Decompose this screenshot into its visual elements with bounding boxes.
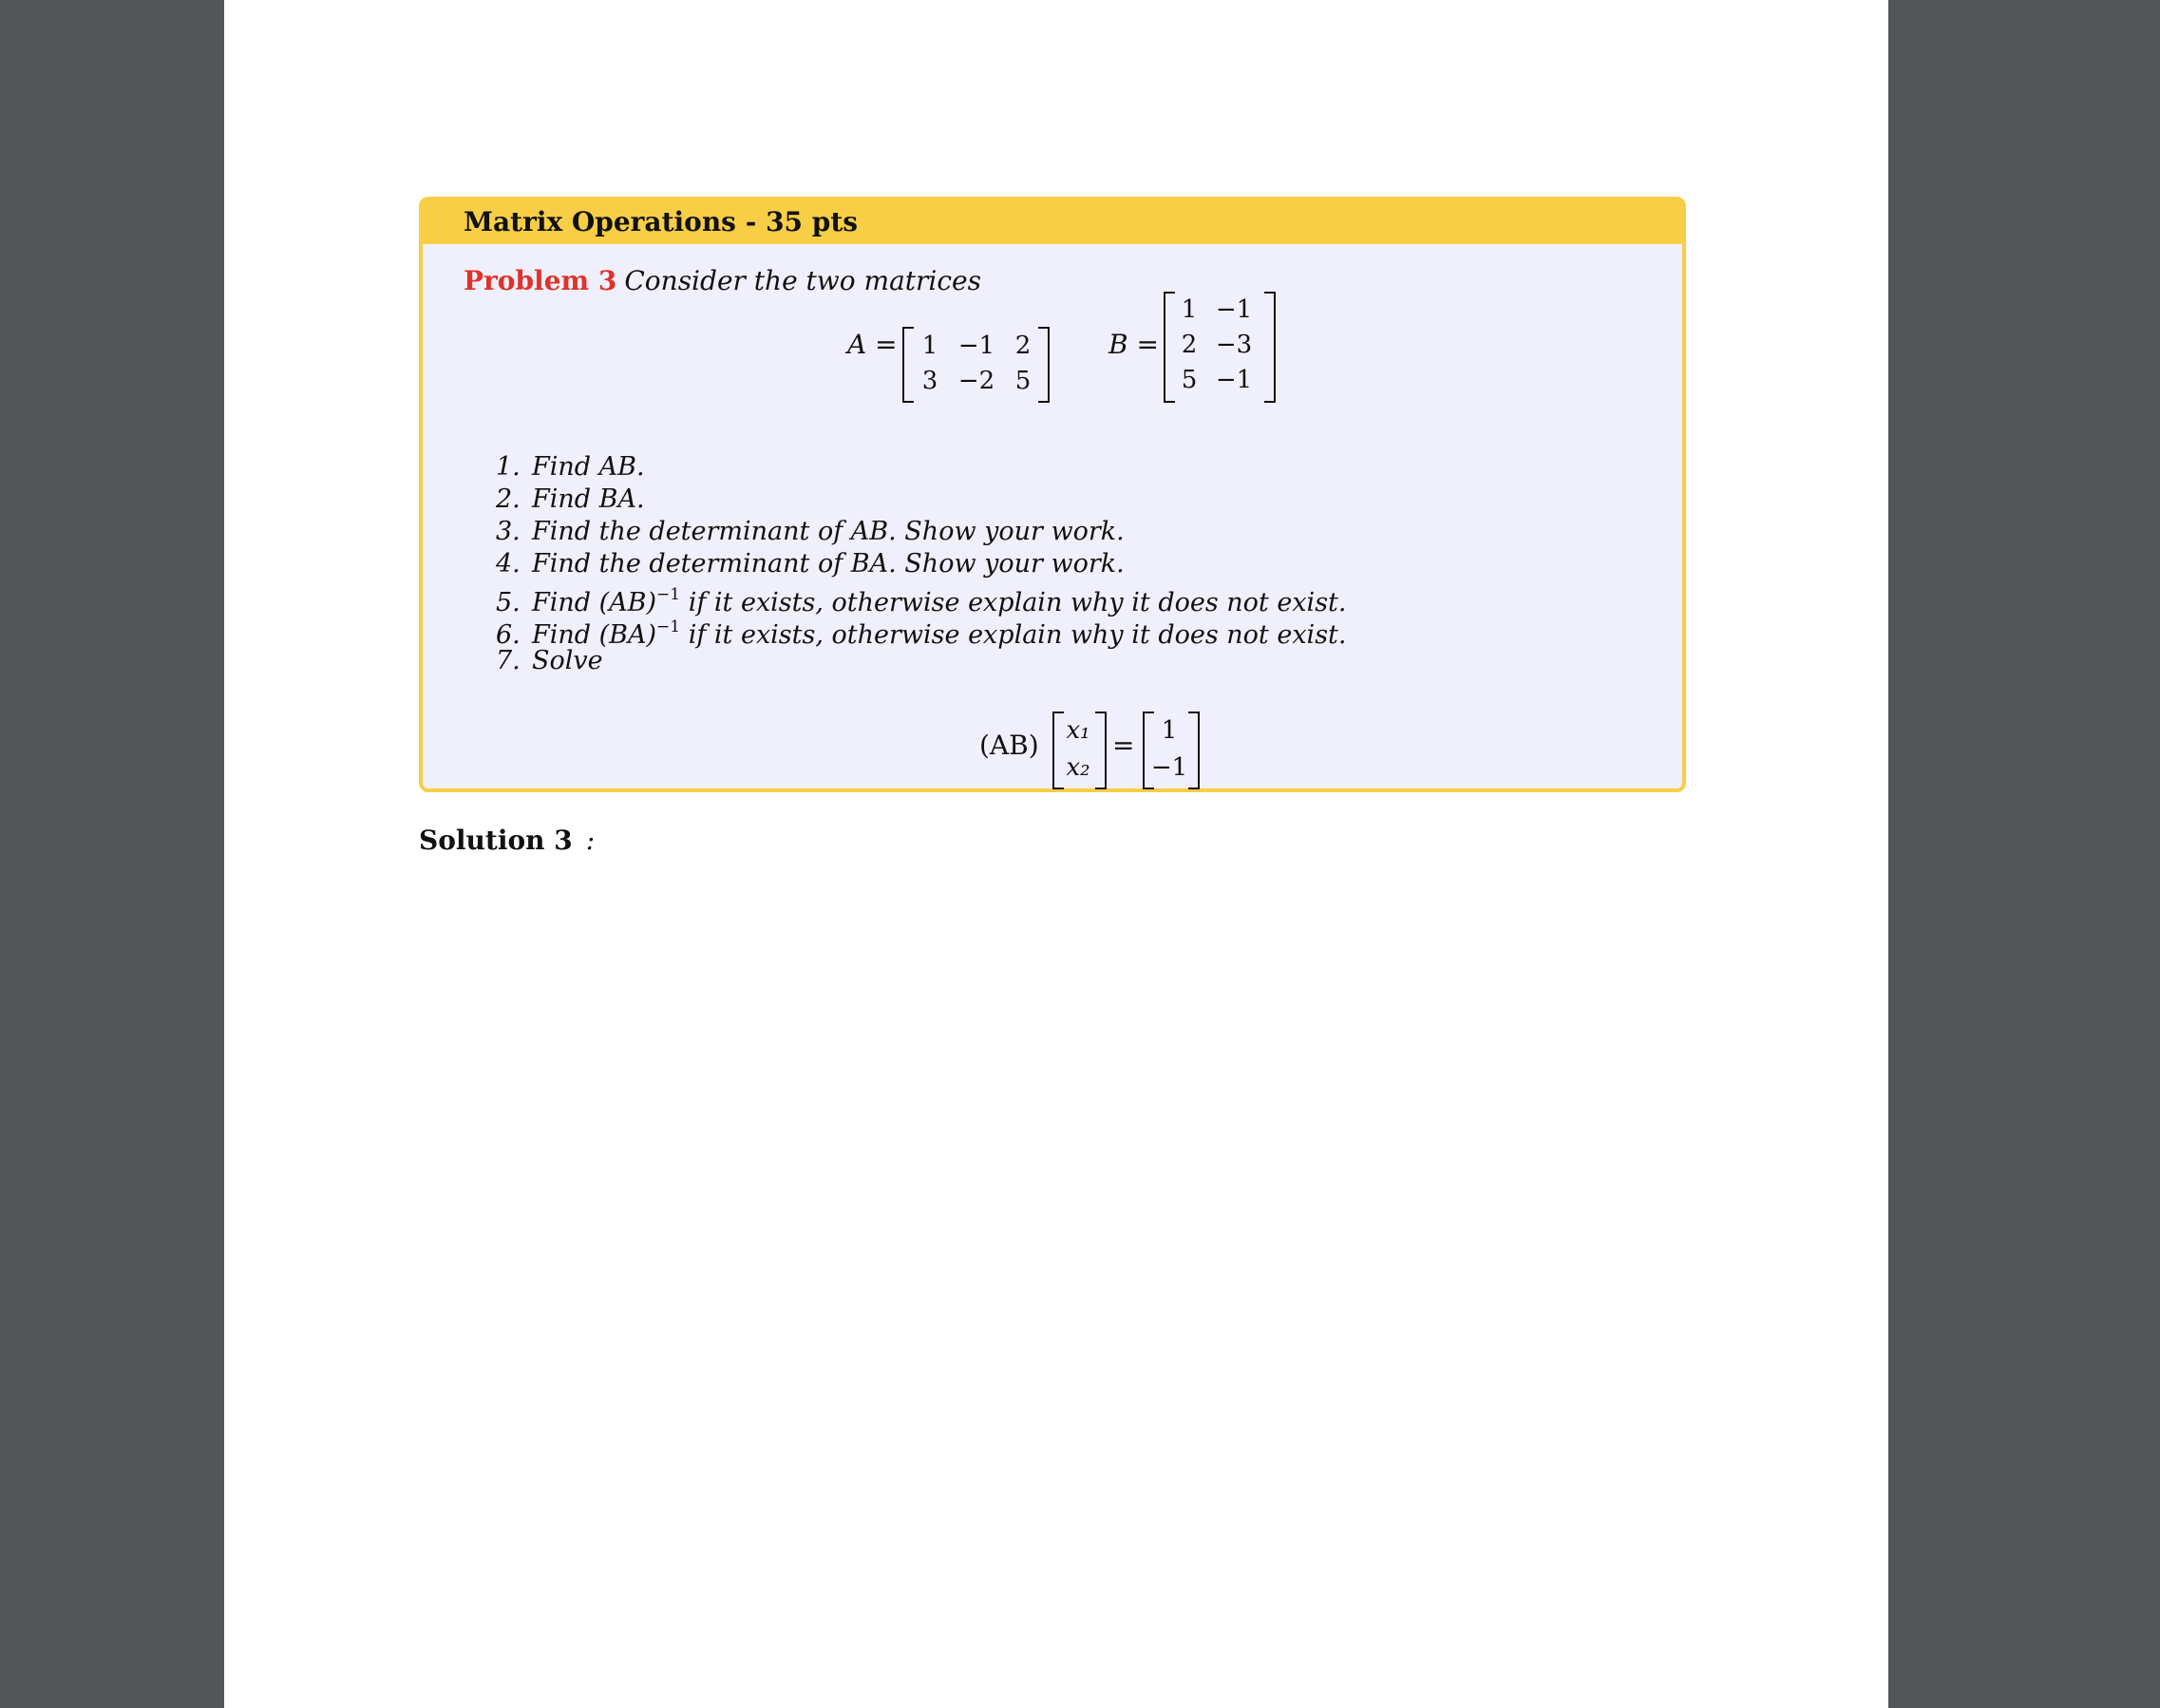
list-item: 3. Find the determinant of AB. Show your work. [496, 517, 1125, 546]
matrix-a-right-bracket [1038, 327, 1050, 403]
vector-rhs-cell: 1 [1161, 715, 1178, 745]
problem-statement [464, 265, 981, 296]
vector-x-right-bracket [1095, 712, 1107, 789]
vector-x-cell: x₂ [1066, 752, 1090, 782]
matrix-a-label: A = [847, 329, 898, 360]
list-item: 1. Find AB. [496, 452, 645, 482]
list-item: 2. Find BA. [496, 484, 645, 514]
problem-label: Problem 3 [464, 265, 617, 296]
matrix-b-cell: 5 [1181, 365, 1198, 394]
matrix-a-cell: −1 [957, 331, 995, 360]
document-page [224, 0, 1888, 1708]
box-title: Matrix Operations - 35 pts [464, 206, 859, 237]
matrix-a-cell: 2 [1014, 331, 1032, 360]
list-item: 6. Find (BA)$^{-1}$ if it exists, otherwise explain why it does not exist. [496, 617, 1347, 650]
matrix-a-left-bracket [902, 327, 914, 403]
equation-equals: = [1112, 730, 1135, 761]
vector-x [1061, 712, 1095, 786]
matrix-b-label: B = [1108, 329, 1159, 360]
equation-lhs: (AB) [979, 730, 1039, 761]
matrix-b-cell: −1 [1215, 365, 1253, 394]
matrix-b [1175, 292, 1264, 397]
matrix-b-left-bracket [1164, 292, 1175, 403]
vector-rhs-right-bracket [1188, 712, 1200, 789]
solution-label: Solution 3 [419, 825, 573, 856]
problem-text: Consider the two matrices [624, 265, 981, 296]
matrix-b-cell: −3 [1215, 330, 1253, 359]
list-item: 7. Solve [496, 646, 603, 675]
list-item: 5. Find (AB)$^{-1}$ if it exists, otherwise explain why it does not exist. [496, 585, 1347, 617]
matrix-a-cell: 1 [921, 331, 938, 360]
list-item: 4. Find the determinant of BA. Show your work. [496, 549, 1125, 579]
matrix-b-cell: 1 [1181, 294, 1198, 324]
question-list [496, 451, 1346, 677]
matrix-a [917, 328, 1036, 398]
problem-box [419, 197, 1686, 792]
vector-rhs [1150, 712, 1188, 786]
vector-x-cell: x₁ [1066, 715, 1090, 745]
solution-colon: : [585, 825, 596, 856]
problem-box-header [423, 200, 1682, 244]
matrix-a-cell: 5 [1014, 366, 1032, 395]
solution-heading [419, 825, 595, 856]
matrix-b-cell: −1 [1215, 294, 1253, 324]
matrix-a-cell: −2 [957, 366, 995, 395]
matrix-b-cell: 2 [1181, 330, 1198, 359]
vector-rhs-cell: −1 [1150, 752, 1188, 782]
matrix-a-cell: 3 [921, 366, 938, 395]
matrix-b-right-bracket [1264, 292, 1276, 403]
